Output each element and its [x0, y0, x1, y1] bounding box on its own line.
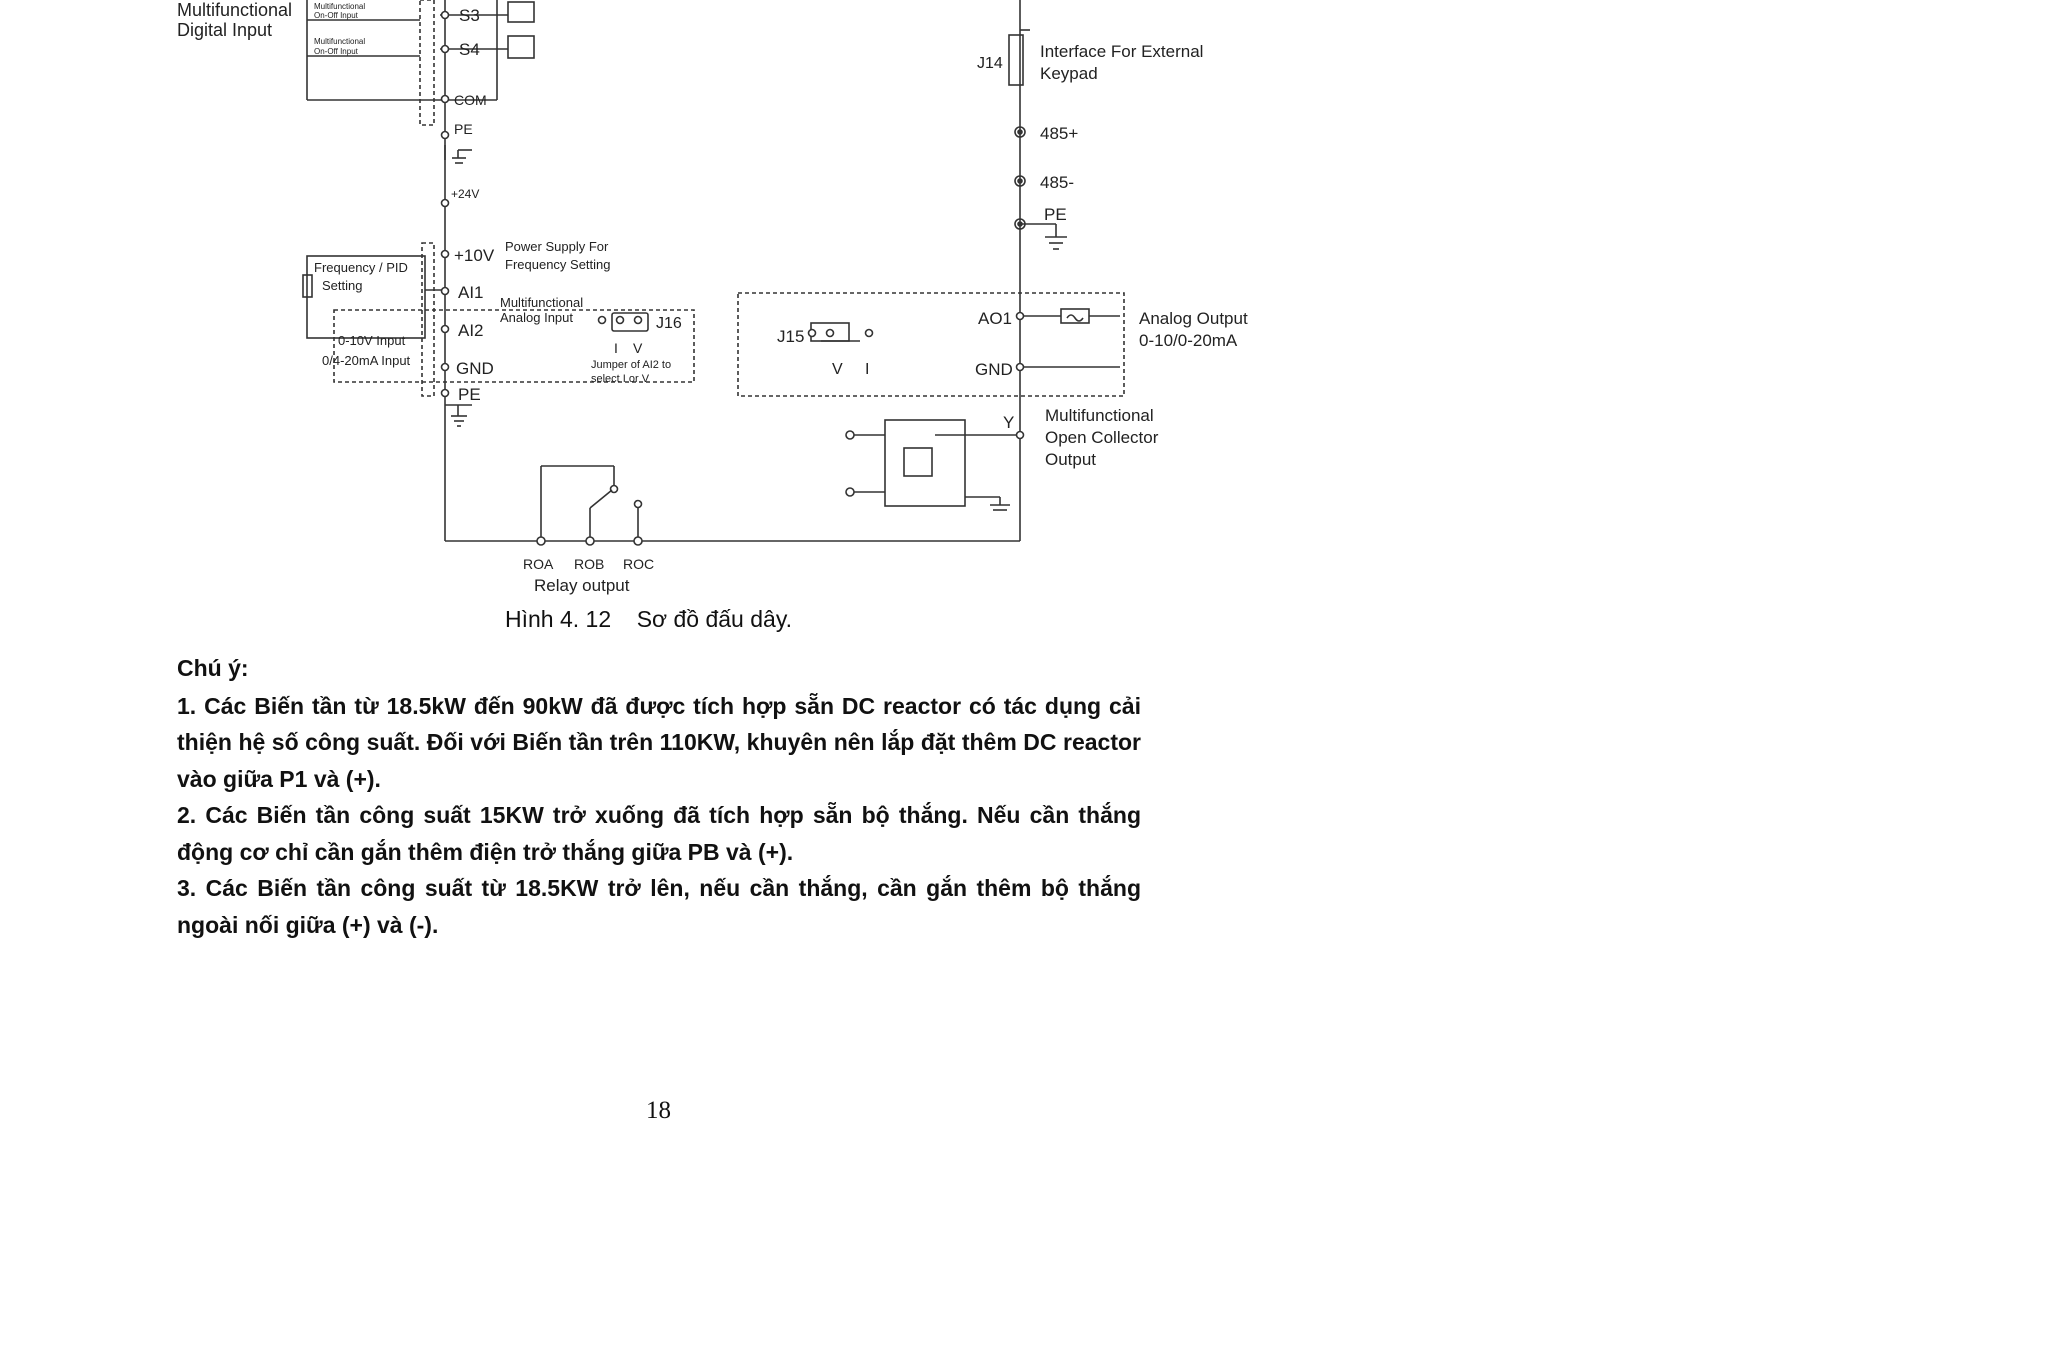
label-0-10v-input: 0-10V Input [338, 333, 406, 348]
label-onoff-input-1a: Multifunctional [314, 2, 366, 11]
terminal-com: COM [454, 92, 487, 108]
label-jumper-2: select I or V [591, 373, 650, 385]
jumper-j15-v: V [832, 361, 843, 378]
terminal-gnd-left: GND [456, 359, 494, 378]
label-open-collector-2: Open Collector [1045, 428, 1159, 447]
terminal-roc: ROC [623, 556, 655, 572]
label-power-supply-2: Frequency Setting [505, 257, 611, 272]
figure-caption: Hình 4. 12 Sơ đồ đấu dây. [505, 606, 793, 632]
jumper-j15: J15 [777, 327, 805, 346]
label-onoff-input-1b: On-Off Input [314, 11, 358, 20]
label-open-collector-3: Output [1045, 450, 1097, 469]
terminal-rob: ROB [574, 556, 605, 572]
note-item: 2. Các Biến tần công suất 15KW trở xuống đã tích hợp sẵn bộ thắng. Nếu cần thắng động cơ chỉ cần gắn thêm điện trở thắng giữa PB và (+). [177, 802, 1141, 865]
terminal-roa: ROA [523, 556, 554, 572]
terminal-s3: S3 [459, 6, 480, 25]
label-keypad-2: Keypad [1040, 64, 1098, 83]
terminal-s4: S4 [459, 40, 480, 59]
notes-heading: Chú ý: [177, 655, 249, 681]
terminal-pe-right: PE [1044, 205, 1067, 224]
label-analog-input-1: Multifunctional [500, 295, 584, 310]
label-jumper-1: Jumper of AI2 to [591, 359, 672, 371]
terminal-10v: +10V [454, 246, 495, 265]
label-4-20ma-input: 0/4-20mA Input [322, 353, 411, 368]
terminal-24v: +24V [451, 187, 480, 201]
terminal-ai1: AI1 [458, 283, 484, 302]
terminal-pe-top: PE [454, 121, 473, 137]
label-keypad-1: Interface For External [1040, 42, 1204, 61]
terminal-y: Y [1003, 413, 1015, 432]
note-item: 3. Các Biến tần công suất từ 18.5KW trở lên, nếu cần thắng, cần gắn thêm bộ thắng ngoài nối giữa (+) và (-). [177, 875, 1141, 938]
terminal-pe-left: PE [458, 385, 481, 404]
jumper-j16-v: V [633, 340, 643, 356]
terminal-ao1: AO1 [978, 309, 1013, 328]
jumper-j16-i: I [614, 340, 618, 356]
note-item: 1. Các Biến tần từ 18.5kW đến 90kW đã được tích hợp sẵn DC reactor có tác dụng cải thiện hệ số công suất. Đối với Biến tần trên 110KW, khuyên nên lắp đặt thêm DC reactor vào giữa P1 và (+). [177, 692, 1141, 792]
terminal-ai2: AI2 [458, 321, 484, 340]
label-analog-output-2: 0-10/0-20mA [1139, 331, 1238, 350]
page-number: 18 [646, 1097, 671, 1124]
connector-j14: J14 [977, 55, 1003, 72]
notes-section [177, 650, 1141, 943]
jumper-j15-i: I [865, 361, 870, 378]
label-multifunctional-digital-input: Multifunctional [177, 0, 293, 20]
label-power-supply-1: Power Supply For [505, 239, 609, 254]
label-relay-output: Relay output [534, 576, 630, 595]
label-analog-output-1: Analog Output [1139, 309, 1248, 328]
terminal-gnd-right: GND [975, 360, 1013, 379]
terminal-485-plus: 485+ [1040, 124, 1079, 143]
jumper-j16: J16 [656, 315, 682, 332]
terminal-485-minus: 485- [1040, 173, 1075, 192]
label-open-collector-1: Multifunctional [1045, 406, 1154, 425]
label-freq-pid-2: Setting [322, 278, 363, 293]
label-onoff-input-2a: Multifunctional [314, 37, 366, 46]
label-digital-input: Digital Input [177, 20, 273, 40]
label-freq-pid-1: Frequency / PID [314, 260, 408, 275]
wiring-diagram [0, 0, 1300, 600]
label-analog-input-2: Analog Input [500, 310, 574, 325]
label-onoff-input-2b: On-Off Input [314, 47, 358, 56]
